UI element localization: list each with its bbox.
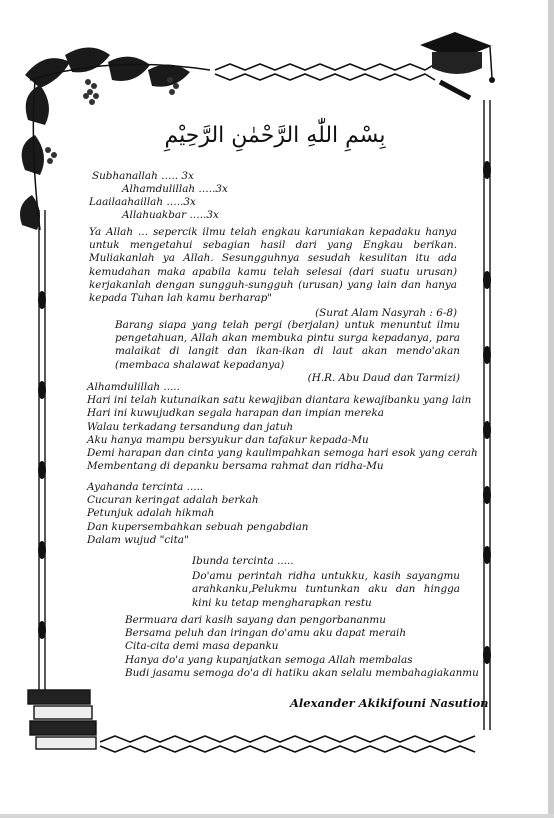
father-section xyxy=(87,481,309,547)
dhikr-line: Laailaahaillah …..3x xyxy=(89,196,196,208)
hadith-source: (H.R. Abu Daud dan Tarmizi) xyxy=(307,371,460,384)
mother-text: Do'amu perintah ridha untukku, kasih sayangmu arahkanku,Pelukmu tuntunkan aku dan hingga kini ku tetap mengharapkan restu xyxy=(192,570,460,609)
dhikr-line: Alhamdulillah …..3x xyxy=(122,183,228,195)
father-line: Ayahanda tercinta ..... xyxy=(87,481,204,493)
dhikr-line: Allahuakbar …..3x xyxy=(122,209,219,221)
quran-quote-text: Ya Allah … sepercik ilmu telah engkau karuniakan kepadaku hanya untuk mengetahui sebagian hasil dari yang Engkau berikan. Muliakanlah ya Allah. Sesungguhnya sesudah kesulitan itu ada kemudahan maka apabila kamu telah selesai (dari suatu urusan) kerjakanlah dengan sungguh-sungguh (urusan) yang lain dan hanya kepada Tuhan lah kamu berharap" xyxy=(89,226,457,305)
gratitude-section xyxy=(87,381,478,473)
closing-section xyxy=(125,614,479,680)
closing-line: Cita-cita demi masa depanku xyxy=(125,640,279,653)
mother-title: Ibunda tercinta ..... xyxy=(192,555,294,567)
author-signature: Alexander Akikifouni Nasution xyxy=(290,696,489,710)
gratitude-line: Walau terkadang tersandung dan jatuh xyxy=(87,420,294,433)
mother-section xyxy=(192,555,460,610)
quran-quote xyxy=(89,226,457,320)
basmalah: بِسْمِ اللّٰهِ الرَّحْمٰنِ الرَّحِيْمِ xyxy=(164,123,386,148)
father-line: Dalam wujud "cita" xyxy=(87,533,189,546)
gratitude-line: Hari ini telah kutunaikan satu kewajiban diantara kewajibanku yang lain xyxy=(87,394,472,407)
closing-line: Bermuara dari kasih sayang dan pengorbananmu xyxy=(125,614,386,626)
gratitude-line: Demi harapan dan cinta yang kaulimpahkan semoga hari esok yang cerah xyxy=(87,447,478,460)
hadith-quote xyxy=(115,319,460,385)
closing-line: Bersama peluh dan iringan do'amu aku dapat meraih xyxy=(125,627,407,640)
gratitude-line: Aku hanya mampu bersyukur dan tafakur kepada-Mu xyxy=(87,433,369,446)
page-bottom-edge xyxy=(0,814,554,818)
father-line: Dan kupersembahkan sebuah pengabdian xyxy=(87,520,309,533)
closing-line: Budi jasamu semoga do'a di hatiku akan selalu membahagiakanmu xyxy=(125,666,479,679)
page-edge-shadow xyxy=(548,0,554,818)
dhikr-line: Subhanallah ….. 3x xyxy=(92,170,194,182)
gratitude-line: Hari ini kuwujudkan segala harapan dan impian mereka xyxy=(87,407,384,420)
hadith-text: Barang siapa yang telah pergi (berjalan) untuk menuntut ilmu pengetahuan, Allah akan membuka pintu surga kepadanya, para malaikat di langit dan ikan-ikan di laut akan mendo'akan (membaca shalawat kepadanya) xyxy=(115,319,460,371)
gratitude-line: Membentang di depanku bersama rahmat dan ridha-Mu xyxy=(87,460,384,473)
gratitude-line: Alhamdulillah ..... xyxy=(87,381,180,393)
father-line: Cucuran keringat adalah berkah xyxy=(87,494,259,507)
quran-quote-source: (Surat Alam Nasyrah : 6-8) xyxy=(315,307,457,320)
father-line: Petunjuk adalah hikmah xyxy=(87,507,215,520)
closing-line: Hanya do'a yang kupanjatkan semoga Allah membalas xyxy=(125,653,413,666)
